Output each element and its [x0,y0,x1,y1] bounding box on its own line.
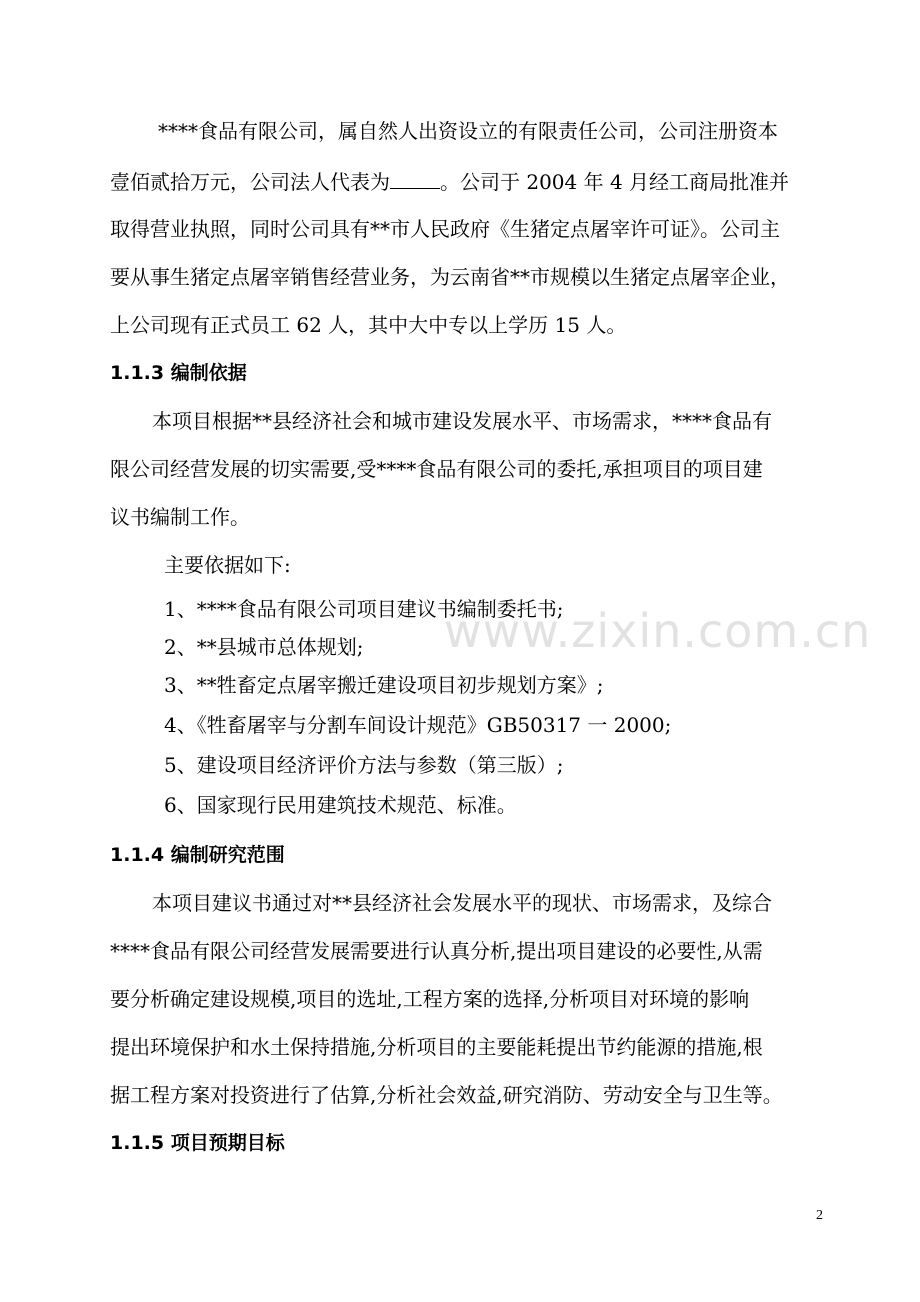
intro-line-2-text-a: 壹佰贰拾万元，公司法人代表为 [110,170,390,194]
basis-item-6: 6、国家现行民用建筑技术规范、标准。 [164,793,517,817]
section-114-para-line-3: 要分析确定建设规模,项目的选址,工程方案的选择,分析项目对环境的影响 [110,987,750,1011]
basis-item-4: 4、《牲畜屠宰与分割车间设计规范》GB50317 一 2000; [164,713,672,737]
section-114-para-line-4: 提出环境保护和水土保持措施,分析项目的主要能耗提出节约能源的措施,根 [110,1035,763,1059]
basis-item-5: 5、建设项目经济评价方法与参数（第三版）; [164,753,564,777]
intro-line-2 [110,168,789,195]
section-113-para-line-3: 议书编制工作。 [110,505,250,529]
intro-line-4: 要从事生猪定点屠宰销售经营业务，为云南省**市规模以生猪定点屠宰企业， [110,265,790,289]
basis-item-1: 1、****食品有限公司项目建议书编制委托书; [164,597,564,621]
intro-line-2-text-b: 。公司于 2004 年 4 月经工商局批准并 [440,170,790,194]
section-115-heading: 1.1.5 项目预期目标 [110,1132,285,1154]
intro-line-1: ****食品有限公司，属自然人出资设立的有限责任公司，公司注册资本 [158,119,778,143]
section-113-para-line-1: 本项目根据**县经济社会和城市建设发展水平、市场需求，****食品有 [152,409,772,433]
basis-item-2: 2、**县城市总体规划; [164,635,364,659]
section-113-para-line-2: 限公司经营发展的切实需要,受****食品有限公司的委托,承担项目的项目建 [110,457,763,481]
section-114-para-line-2: ****食品有限公司经营发展需要进行认真分析,提出项目建设的必要性,从需 [110,939,763,963]
section-114-para-line-1: 本项目建议书通过对**县经济社会发展水平的现状、市场需求，及综合 [152,891,772,915]
section-113-heading: 1.1.3 编制依据 [110,362,247,384]
representative-blank [390,168,440,189]
intro-line-5: 上公司现有正式员工 62 人，其中大中专以上学历 15 人。 [110,313,627,337]
section-114-heading: 1.1.4 编制研究范围 [110,844,285,866]
section-114-para-line-5: 据工程方案对投资进行了估算,分析社会效益,研究消防、劳动安全与卫生等。 [110,1083,783,1107]
basis-intro: 主要依据如下: [164,553,291,577]
page-number: 2 [816,1208,823,1223]
basis-item-3: 3、**牲畜定点屠宰搬迁建设项目初步规划方案》; [164,673,604,697]
watermark: www.zixin.com.cn [444,604,872,658]
intro-line-3: 取得营业执照，同时公司具有**市人民政府《生猪定点屠宰许可证》。公司主 [110,217,780,241]
